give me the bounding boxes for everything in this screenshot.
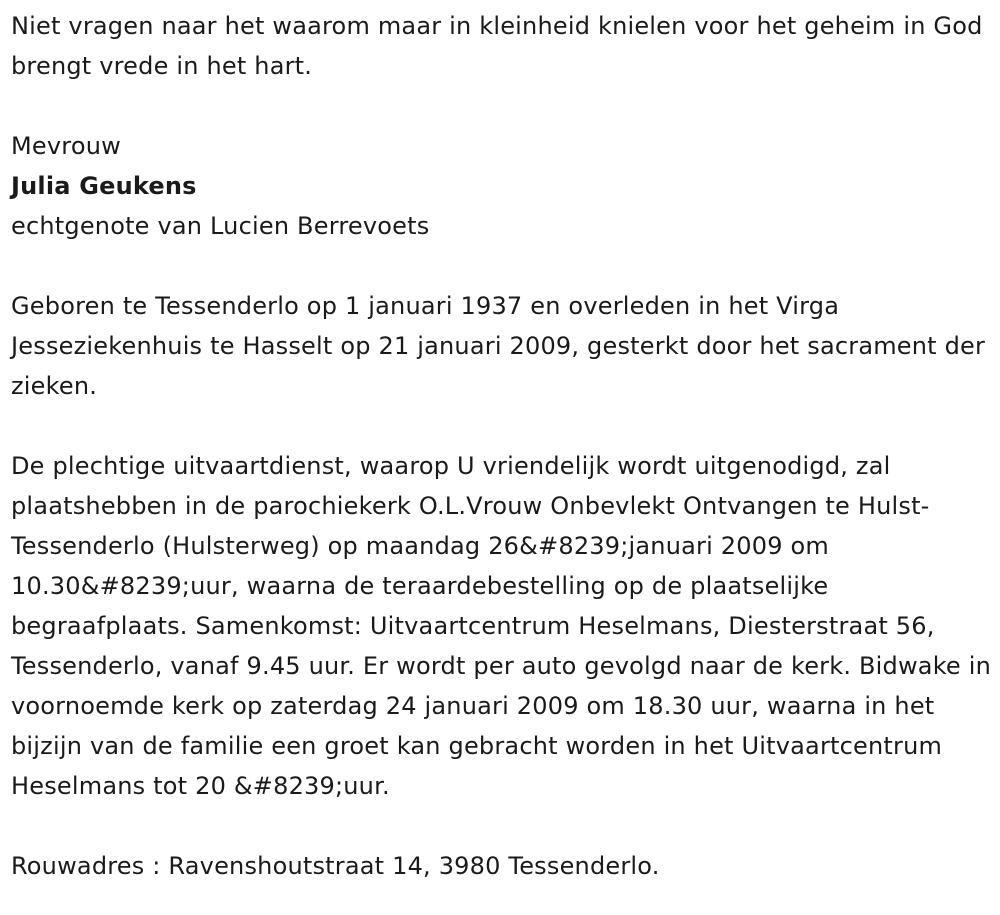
obituary-document: [11, 6, 991, 886]
spouse-text: echtgenote van Lucien Berrevoets: [11, 212, 430, 240]
deceased-name: Julia Geukens: [11, 172, 197, 200]
salutation-text: Mevrouw: [11, 132, 121, 160]
service-text: De plechtige uitvaartdienst, waarop U vriendelijk wordt uitgenodigd, zal plaatshebben in de parochiekerk O.L.Vrouw Onbevlekt Ontvangen te Hulst-Tessenderlo (Hulsterweg) op maandag 26&#8239;januari 2009 om 10.30&#8239;uur, waarna de teraardebestelling op de plaatselijke begraafplaats. Samenkomst: Uitvaartcentrum Heselmans, Diesterstraat 56, Tessenderlo, vanaf 9.45 uur. Er wordt per auto gevolgd naar de kerk. Bidwake in voornoemde kerk op zaterdag 24 januari 2009 om 18.30 uur, waarna in het bijzijn van de familie een groet kan gebracht worden in het Uitvaartcentrum Heselmans tot 20 &#8239;uur.: [11, 452, 992, 800]
motto-text: Niet vragen naar het waarom maar in kleinheid knielen voor het geheim in God brengt vrede in het hart.: [11, 12, 983, 80]
spacer: [11, 806, 991, 846]
birth-death-text: Geboren te Tessenderlo op 1 januari 1937 en overleden in het Virga Jesseziekenhuis te Hasselt op 21 januari 2009, gesterkt door het sacrament der zieken.: [11, 292, 986, 400]
spacer: [11, 246, 991, 286]
spacer: [11, 86, 991, 126]
spacer: [11, 406, 991, 446]
address-text: Rouwadres : Ravenshoutstraat 14, 3980 Tessenderlo.: [11, 852, 660, 880]
